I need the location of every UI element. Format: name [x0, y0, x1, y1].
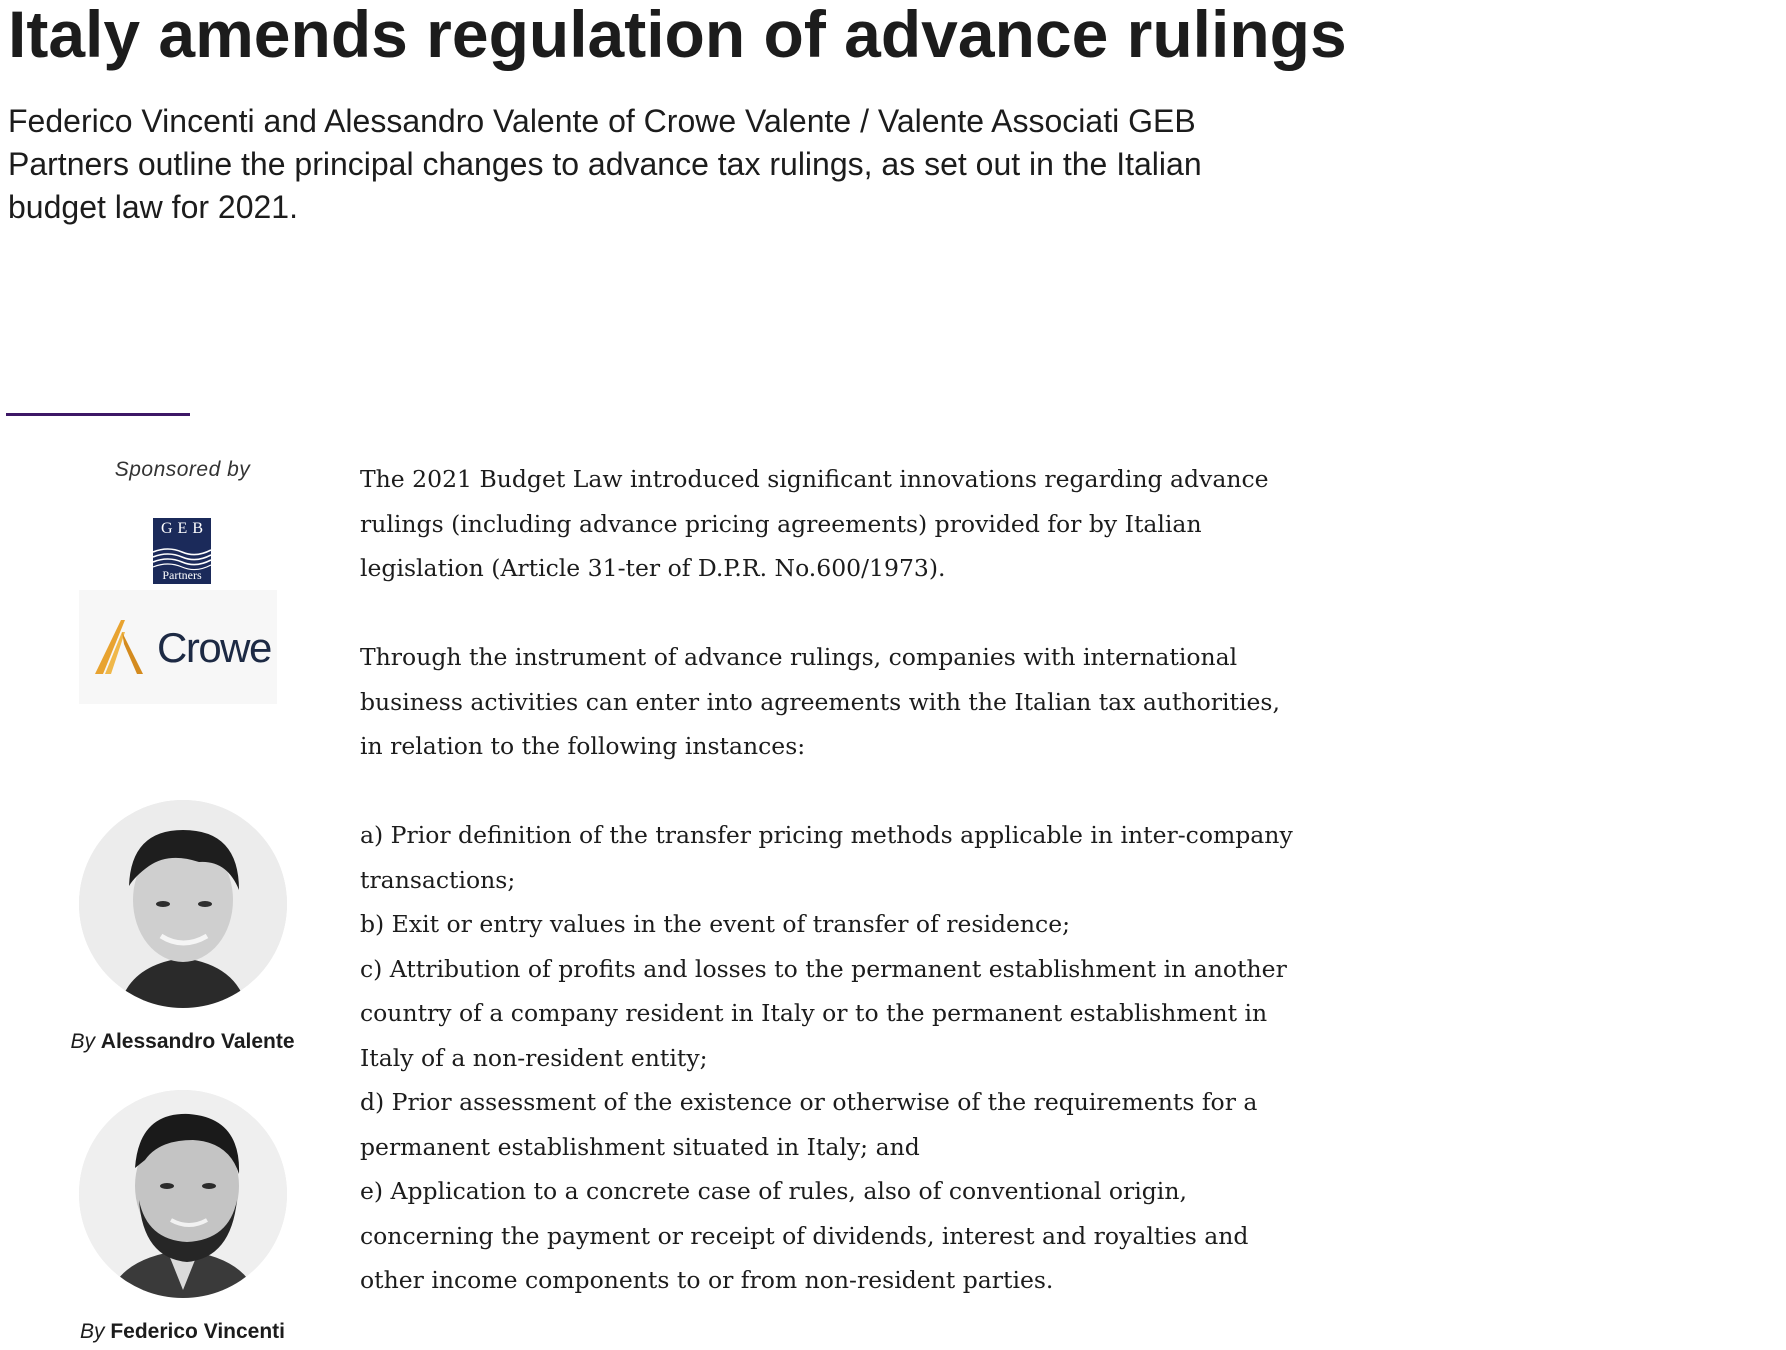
article-body — [360, 457, 1310, 1303]
author-photo — [79, 1090, 287, 1298]
byline-prefix: By — [70, 1030, 95, 1053]
instances-list — [360, 813, 1310, 1303]
article-paragraph: The 2021 Budget Law introduced significant innovations regarding advance rulings (including advance pricing agreements) provided for by Italian legislation (Article 31-ter of D.P.R. No.600/1973). — [360, 465, 1269, 582]
article-standfirst: Federico Vincenti and Alessandro Valente of Crowe Valente / Valente Associati GEB Partners outline the principal changes to advance tax rulings, as set out in the Italian budget law for 2021. — [8, 103, 1202, 225]
author-byline — [60, 1320, 305, 1344]
list-item: b) Exit or entry values in the event of transfer of residence; — [360, 910, 1071, 938]
geb-logo-partners: Partners — [162, 568, 202, 582]
article-paragraph: Through the instrument of advance rulings, companies with international business activities can enter into agreements with the Italian tax authorities, in relation to the following instances: — [360, 643, 1280, 760]
author-photo — [79, 800, 287, 1008]
accent-divider — [6, 413, 190, 416]
crowe-chevron-icon — [91, 618, 147, 676]
crowe-logo-text: Crowe — [157, 624, 271, 671]
author-portrait-icon — [79, 800, 287, 1008]
geb-logo-letters: GEB — [161, 520, 208, 537]
author-byline — [60, 1030, 305, 1054]
geb-partners-logo[interactable] — [153, 518, 211, 584]
list-item: c) Attribution of profits and losses to the permanent establishment in another country of a company resident in Italy or to the permanent establishment in Italy of a non-resident entity; — [360, 954, 1287, 1072]
article-headline: Italy amends regulation of advance rulings — [8, 0, 1347, 71]
list-item: e) Application to a concrete case of rules, also of conventional origin, concerning the payment or receipt of dividends, interest and royalties and other income components to or from non-resident parties. — [360, 1177, 1249, 1294]
sponsored-by-label: Sponsored by — [114, 458, 251, 481]
list-item: d) Prior assessment of the existence or otherwise of the requirements for a permanent establishment situated in Italy; and — [360, 1088, 1258, 1161]
author-name[interactable]: Federico Vincenti — [110, 1320, 286, 1343]
byline-prefix: By — [79, 1320, 105, 1343]
list-item: a) Prior definition of the transfer pricing methods applicable in inter-company transactions; — [360, 821, 1293, 894]
crowe-logo[interactable] — [79, 590, 277, 704]
author-portrait-icon — [79, 1090, 287, 1298]
author-name[interactable]: Alessandro Valente — [100, 1030, 295, 1053]
